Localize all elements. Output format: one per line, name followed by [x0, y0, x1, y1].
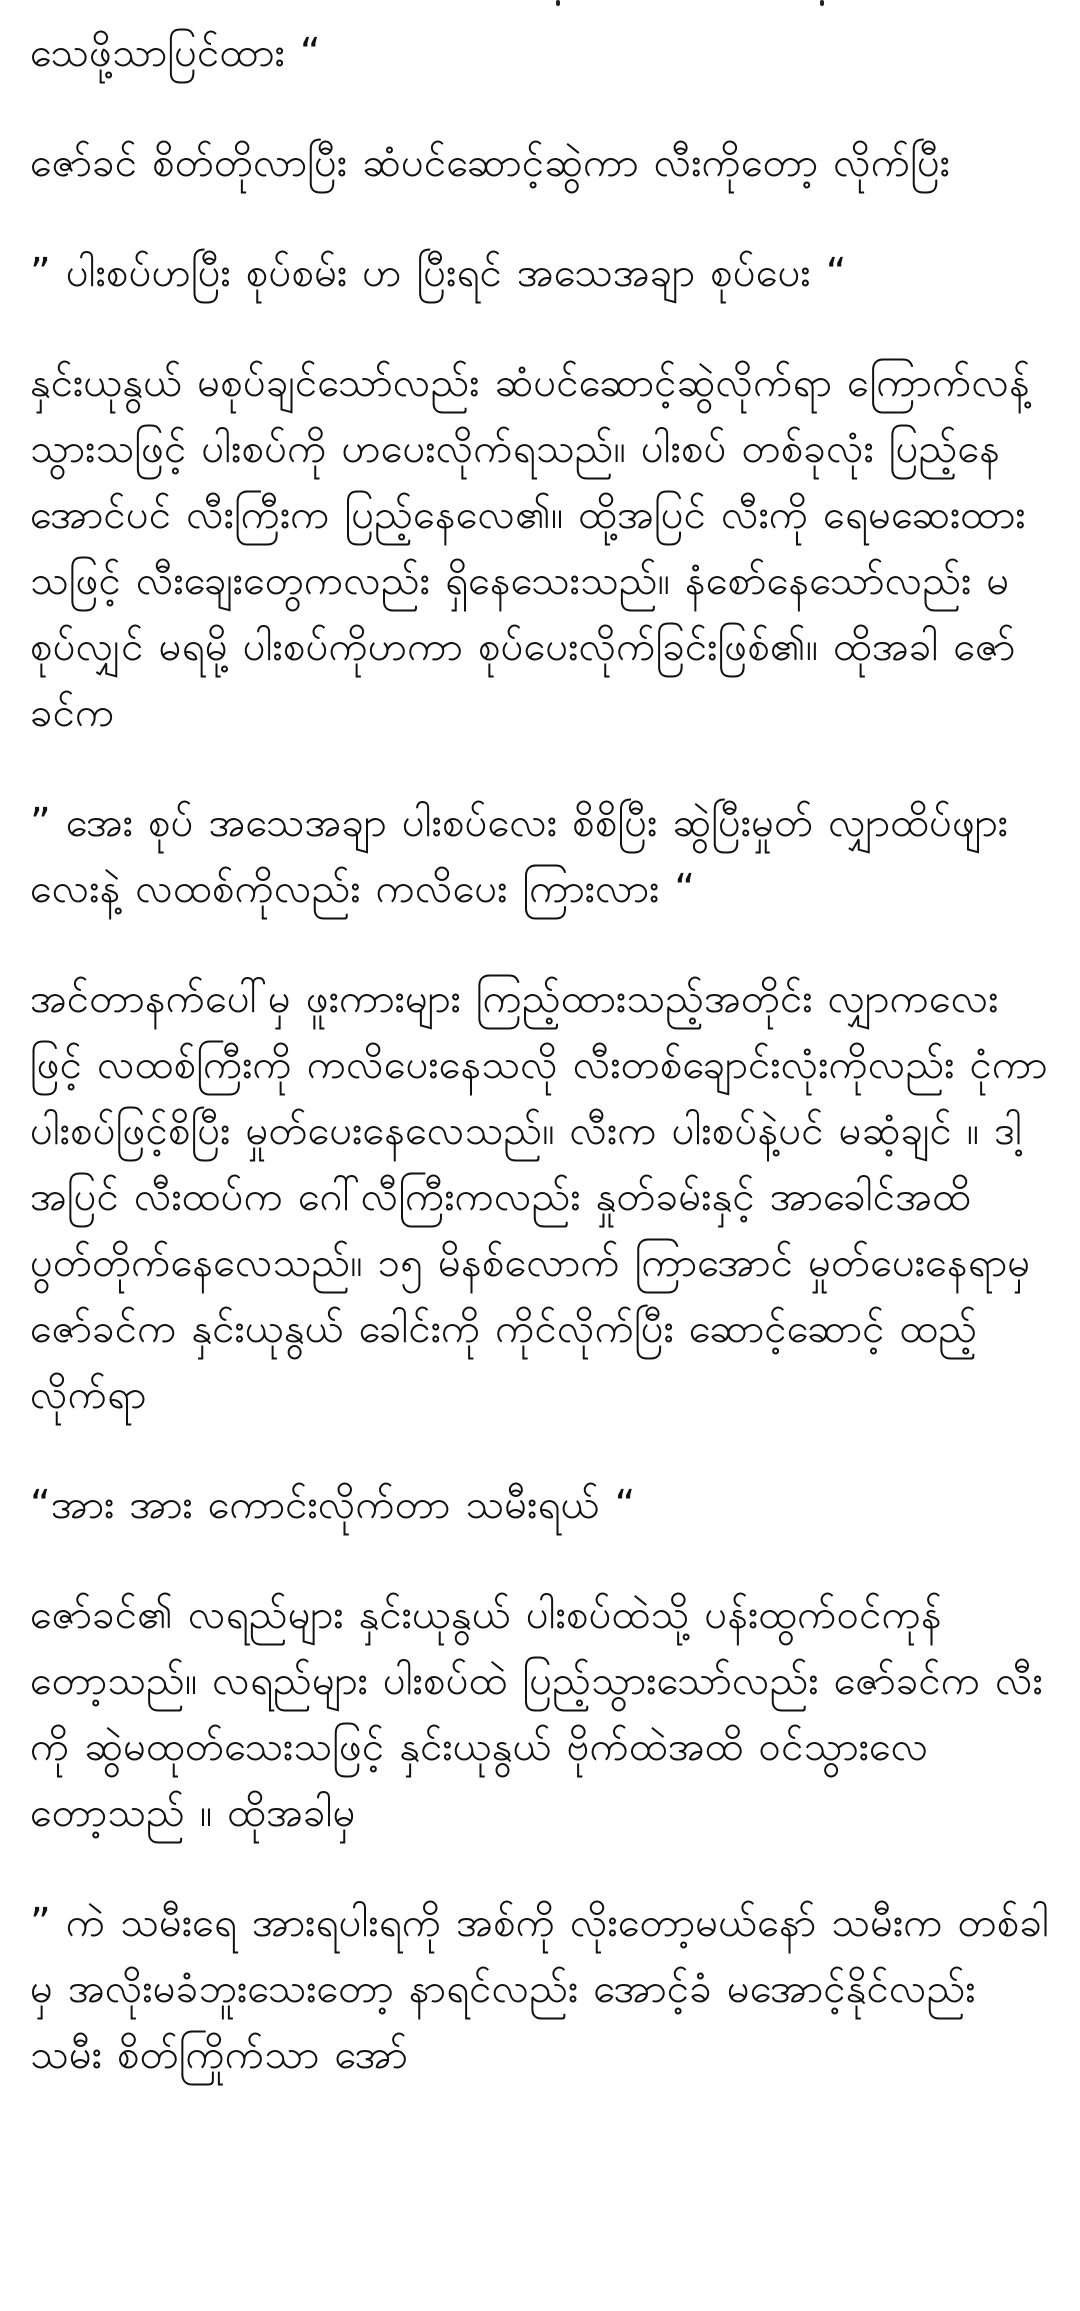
paragraph-8: ဇော်ခင်၏ လရည်များ နှင်းယုနွယ် ပါးစပ်ထဲသို့ ပန်းထွက်ဝင်ကုန်တော့သည်။ လရည်များ ပါးစပ်ထဲ ပြည့်သွားသော်လည်း ဇော်ခင်က လီးကို ဆွဲမထုတ်သေးသဖြင့် နှင်းယုနွယ် ဗိုက်ထဲအထိ ဝင်သွားလေတော့သည် ။ ထိုအခါမှ — [30, 1592, 1044, 1836]
paragraph-4: နှင်းယုနွယ် မစုပ်ချင်သော်လည်း ဆံပင်ဆောင့်ဆွဲလိုက်ရာ ကြောက်လန့်သွားသဖြင့် ပါးစပ်ကို ဟပေးလိုက်ရသည်။ ပါးစပ် တစ်ခုလုံး ပြည့်နေအောင်ပင် လီးကြီးက ပြည့်နေလေ၏။ ထို့အပြင် လီးကို ရေမဆေးထားသဖြင့် လီးချေးတွေကလည်း ရှိနေသေးသည်။ နံစော်နေသော်လည်း မစုပ်လျှင် မရမို့ ပါးစပ်ကိုဟကာ စုပ်ပေးလိုက်ခြင်းဖြစ်၏။ ထိုအခါ ဇော်ခင်က — [30, 360, 1031, 736]
paragraph-2: ဇော်ခင် စိတ်တိုလာပြီး ဆံပင်ဆောင့်ဆွဲကာ လီးကိုတော့ လိုက်ပြီး — [30, 140, 951, 186]
paragraph-5: ” အေး စုပ် အသေအချာ ပါးစပ်လေး စိစိပြီး ဆွဲပြီးမှုတ် လျှာထိပ်ဖျားလေးနဲ့ လထစ်ကိုလည်း ကလိပေး ကြားလား “ — [30, 800, 1009, 912]
paragraph-1: သေဖို့သာပြင်ထား “ — [30, 30, 321, 76]
paragraph-6: အင်တာနက်ပေါ်မှ ဖူးကားများ ကြည့်ထားသည့်အတိုင်း လျှာကလေးဖြင့် လထစ်ကြီးကို ကလိပေးနေသလို လီးတစ်ချောင်းလုံးကိုလည်း ငုံကာ ပါးစပ်ဖြင့်စိပြီး မှုတ်ပေးနေလေသည်။ လီးက ပါးစပ်နဲ့ပင် မဆံ့ချင် ။ ဒါ့အပြင် လီးထပ်က ဂေါ်လီကြီးကလည်း နှုတ်ခမ်းနှင့် အာခေါင်အထိ ပွတ်တိုက်နေလေသည်။ ၁၅ မိနစ်လောက် ကြာအောင် မှုတ်ပေးနေရာမှ ဇော်ခင်က နှင်းယုနွယ် ခေါင်းကို ကိုင်လိုက်ပြီး ဆောင့်ဆောင့် ထည့်လိုက်ရာ — [30, 976, 1048, 1418]
top-clipped-text-marks — [0, 0, 1080, 10]
paragraph-7: “အား အား ကောင်းလိုက်တာ သမီးရယ် “ — [30, 1482, 636, 1528]
paragraph-3: ” ပါးစပ်ဟပြီး စုပ်စမ်း ဟ ပြီးရင် အသေအချာ စုပ်ပေး “ — [30, 250, 847, 296]
paragraph-9: ” ကဲ သမီးရေ အားရပါးရကို အစ်ကို လိုးတော့မယ်နော် သမီးက တစ်ခါမှ အလိုးမခံဘူးသေးတော့ နာရင်လည်း အောင့်ခံ မအောင့်နိုင်လည်း သမီး စိတ်ကြိုက်သာ အော် — [30, 1900, 1050, 2078]
